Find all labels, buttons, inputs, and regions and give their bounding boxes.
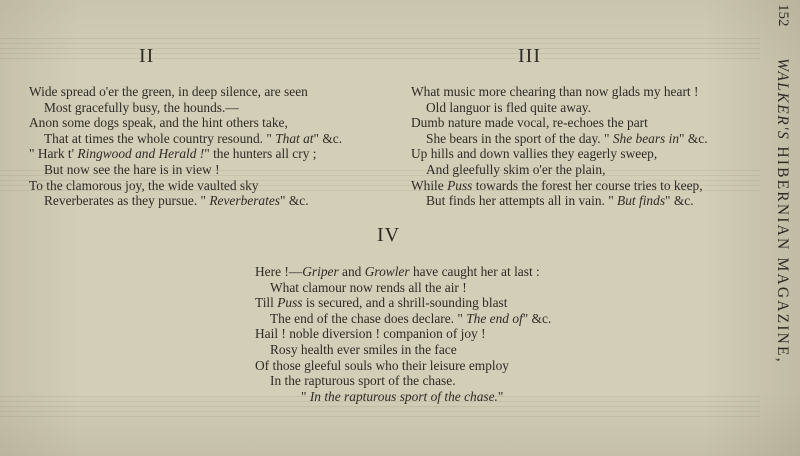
italic-text: Puss [277,295,303,311]
running-head-rest: HIBERNIAN MAGAZINE, [774,146,791,364]
text-segment: Most gracefully busy, the hounds.— [44,99,239,115]
stanza-iii [411,84,708,209]
stanza-iv [255,264,551,404]
poem-line [411,84,708,100]
text-segment: Here !— [255,264,303,279]
italic-text: Ringwood and Herald ! [77,146,205,162]
poem-line [29,131,342,147]
text-segment: In the rapturous sport of the chase. [270,373,456,389]
poem-line [29,146,342,162]
text-segment: But finds her attempts all in vain. " [426,193,618,209]
poem-line [255,342,551,358]
text-segment: and [338,264,365,279]
text-segment: What music more chearing than now glads my heart ! [411,84,699,99]
text-segment: The end of the chase does declare. " [270,310,467,326]
text-segment: Reverberates as they pursue. " [44,193,210,209]
poem-line [255,358,551,374]
text-segment: While [411,177,448,193]
text-segment: " &c. [665,193,694,209]
text-segment: have caught her at last : [409,264,540,279]
text-segment: " &c. [522,310,552,326]
italic-text: That at [275,130,314,146]
text-segment: " &c. [313,130,343,146]
poem-line [255,373,551,389]
italic-text: She bears in [612,130,680,146]
text-segment: And gleefully skim o'er the plain, [426,161,606,177]
poem-line [411,100,708,116]
italic-text: But finds [617,193,666,209]
poem-line [255,264,551,280]
text-segment: But now see the hare is in view ! [44,161,220,177]
poem-line [255,389,551,405]
italic-text: Griper [302,264,339,279]
text-segment: is secured, and a shrill-sounding blast [302,295,508,311]
running-head [773,58,791,364]
poem-line [411,115,708,131]
italic-text: The end of [466,310,523,326]
text-segment: She bears in the sport of the day. " [426,130,613,146]
page-number: 152 [775,4,791,27]
text-segment: " &c. [679,130,708,146]
poem-line [29,115,342,131]
text-segment: Up hills and down vallies they eagerly sweep, [411,146,658,162]
text-segment: Old languor is fled quite away. [426,99,591,115]
text-segment: " [301,388,310,404]
text-segment: Rosy health ever smiles in the face [270,341,457,357]
text-segment: Dumb nature made vocal, re-echoes the part [411,115,648,131]
stanza-ii [29,84,342,209]
poem-line [411,178,708,194]
stanza-number: IV [377,224,401,246]
text-segment: That at times the whole country resound. " [44,130,276,146]
italic-text: Puss [447,177,473,193]
poem-line [255,326,551,342]
text-segment: Of those gleeful souls who their leisure employ [255,357,509,373]
poem-line [411,193,708,209]
poem-line [29,178,342,194]
text-segment: Wide spread o'er the green, in deep silence, are seen [29,84,308,99]
text-segment: Hail ! noble diversion ! companion of joy ! [255,326,486,342]
text-segment: " &c. [280,193,309,209]
text-segment: towards the forest her course tries to keep, [472,177,703,193]
text-segment: To the clamorous joy, the wide vaulted sky [29,177,259,193]
italic-text: In the rapturous sport of the chase. [309,388,498,404]
poem-line [411,162,708,178]
poem-line [411,131,708,147]
poem-line [255,280,551,296]
running-head-italic: WALKER'S [774,58,791,141]
poem-line [411,146,708,162]
text-segment: " the hunters all cry ; [204,146,317,162]
poem-line [29,100,342,116]
poem-line [255,295,551,311]
italic-text: Growler [364,264,410,279]
stanza-number: III [518,45,541,67]
italic-text: Reverberates [209,193,281,209]
poem-line [255,311,551,327]
poem-line [29,193,342,209]
text-segment: Anon some dogs speak, and the hint others take, [29,115,288,131]
text-segment: " Hark t' [29,146,78,162]
text-segment: " [497,388,504,404]
text-segment: What clamour now rends all the air ! [270,279,467,295]
text-segment: Till [255,295,278,311]
stanza-number: II [139,45,155,67]
poem-line [29,84,342,100]
poem-line [29,162,342,178]
